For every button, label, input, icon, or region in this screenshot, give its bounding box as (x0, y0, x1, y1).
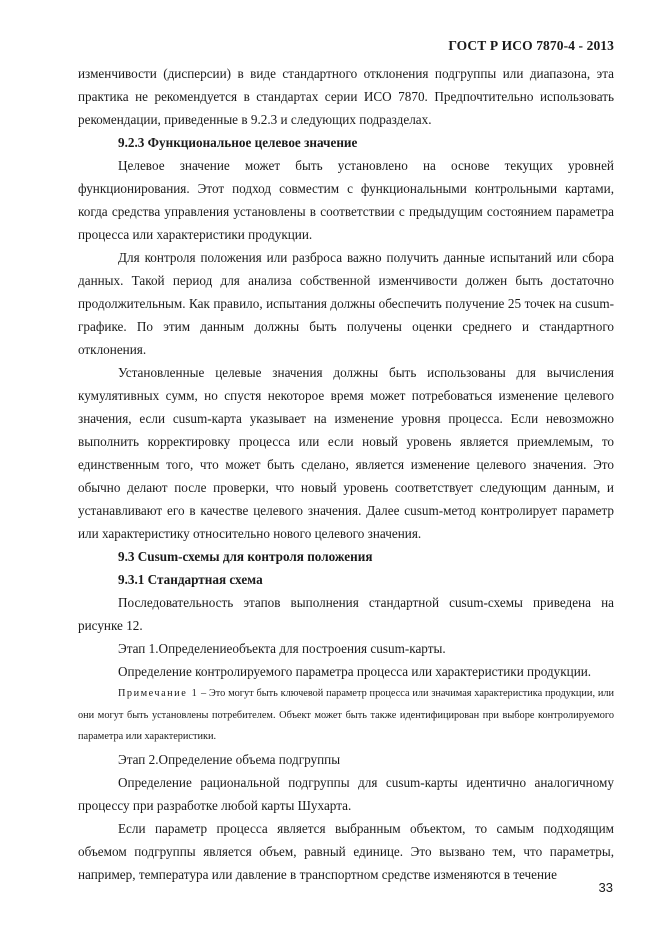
note-1 (78, 683, 614, 748)
paragraph-continuation: изменчивости (дисперсии) в виде стандартного отклонения подгруппы или диапазона, эта практика не рекомендуется в стандартах серии ИСО 7870. Предпочтительно использовать рекомендации, приведенные в 9.2.3 и следующих подразделах. (78, 66, 614, 127)
section-heading-9-3-1: 9.3.1 Стандартная схема (118, 572, 263, 587)
paragraph: Если параметр процесса является выбранным объектом, то самым подходящим объемом подгруппы является объем, равный единице. Это вызвано тем, что параметры, например, температура или давление в транспортном средстве изменяются в течение (78, 820, 614, 882)
note-text: – Это могут быть ключевой параметр процесса или значимая характеристика продукции, или они могут быть установлены потребителем. Объект может быть также идентифицирован при выборе контролируемого параметра или характеристики. (78, 688, 614, 742)
section-heading-9-3: 9.3 Cusum-схемы для контроля положения (118, 549, 373, 564)
page-number: 33 (598, 880, 613, 895)
document-body (78, 62, 614, 886)
document-header: ГОСТ Р ИСО 7870-4 - 2013 (448, 38, 614, 53)
stage-2-title: Этап 2.Определение объема подгруппы (118, 751, 341, 767)
paragraph: Последовательность этапов выполнения стандартной cusum-схемы приведена на рисунке 12. (78, 595, 614, 633)
paragraph: Для контроля положения или разброса важно получить данные испытаний или сбора данных. Такой период для анализа собственной изменчивости должен быть достаточно продолжительным. Как правило, испытания должны обеспечить получение 25 точек на cusum-графике. По этим данным должны быть получены оценки среднего и стандартного отклонения. (78, 250, 614, 357)
stage-1-title: Этап 1.Определениеобъекта для построения cusum-карты. (118, 641, 446, 656)
note-label: Примечание 1 (118, 688, 199, 699)
paragraph: Целевое значение может быть установлено на основе текущих уровней функционирования. Этот подход совместим с функциональными контрольными картами, когда средства управления установлены в соответствии с предыдущим состоянием параметра процесса или характеристики продукции. (78, 158, 614, 242)
paragraph: Определение контролируемого параметра процесса или характеристики продукции. (118, 664, 592, 679)
section-heading-9-2-3: 9.2.3 Функциональное целевое значение (118, 135, 358, 150)
paragraph: Определение рациональной подгруппы для cusum-карты идентично аналогичному процессу при разработке любой карты Шухарта. (78, 774, 614, 813)
paragraph: Установленные целевые значения должны быть использованы для вычисления кумулятивных сумм, но спустя некоторое время может потребоваться изменение целевого значения, если cusum-карта указывает на изменение уровня процесса. Если невозможно выполнить корректировку процесса или если новый уровень является приемлемым, то единственным того, что может быть сделано, является изменение целевого значения. Это обычно делают после проверки, что новый уровень соответствует следующим данным, и устанавливают его в качестве целевого значения. Далее cusum-метод контролирует параметр или характеристику относительно нового целевого значения. (78, 365, 614, 541)
